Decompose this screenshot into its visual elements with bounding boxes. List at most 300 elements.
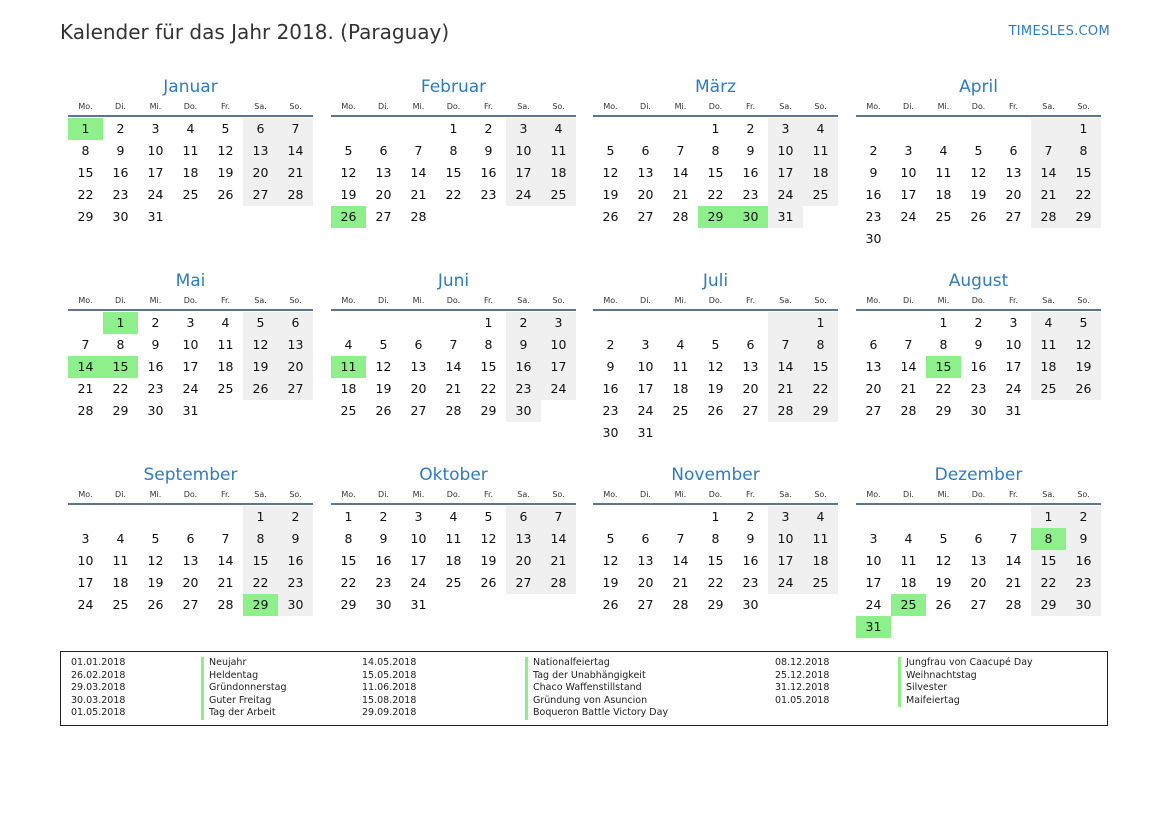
day-cell: 28 bbox=[1005, 597, 1022, 612]
weekday-label: Mo. bbox=[866, 296, 881, 305]
weekday-label: Mi. bbox=[674, 102, 687, 111]
month-juni bbox=[331, 266, 576, 447]
day-cell: 16 bbox=[1066, 550, 1101, 572]
day-cell: 30 bbox=[865, 231, 882, 246]
month-divider bbox=[856, 309, 1101, 311]
day-cell: 9 bbox=[484, 143, 493, 158]
day-cell: 24 bbox=[182, 381, 199, 396]
month-januar bbox=[68, 72, 313, 253]
weekday-label: Sa. bbox=[254, 490, 267, 499]
weekday-label: Do. bbox=[708, 490, 723, 499]
weekday-label: Sa. bbox=[779, 490, 792, 499]
day-cell: 13 bbox=[410, 359, 427, 374]
holiday-day-cell: 15 bbox=[926, 356, 961, 378]
day-cell: 14 bbox=[900, 359, 917, 374]
day-cell: 16 bbox=[147, 359, 164, 374]
month-divider bbox=[856, 503, 1101, 505]
day-cell: 29 bbox=[1066, 206, 1101, 228]
day-cell: 18 bbox=[935, 187, 952, 202]
day-cell: 15 bbox=[340, 553, 357, 568]
day-cell: 31 bbox=[182, 403, 199, 418]
day-cell: 15 bbox=[1031, 550, 1066, 572]
day-cell: 3 bbox=[869, 531, 878, 546]
weekday-label: Mo. bbox=[78, 490, 93, 499]
day-cell: 26 bbox=[217, 187, 234, 202]
day-cell: 24 bbox=[410, 575, 427, 590]
weekday-label: Mo. bbox=[603, 296, 618, 305]
month-name: Dezember bbox=[934, 465, 1023, 485]
day-cell: 8 bbox=[243, 528, 278, 550]
day-grid bbox=[68, 118, 313, 253]
weekday-header bbox=[331, 488, 576, 502]
weekday-label: Sa. bbox=[517, 490, 530, 499]
weekday-label: So. bbox=[289, 102, 302, 111]
day-cell: 19 bbox=[602, 575, 619, 590]
legend-holiday-name: Gründung von Asuncion bbox=[533, 694, 648, 706]
day-cell: 9 bbox=[606, 359, 615, 374]
day-cell: 22 bbox=[445, 187, 462, 202]
day-cell: 5 bbox=[1066, 312, 1101, 334]
day-cell: 24 bbox=[77, 597, 94, 612]
weekday-header bbox=[856, 100, 1101, 114]
day-grid bbox=[331, 312, 576, 447]
day-cell: 5 bbox=[939, 531, 948, 546]
day-grid bbox=[856, 312, 1101, 447]
day-cell: 16 bbox=[506, 356, 541, 378]
day-cell: 21 bbox=[541, 550, 576, 572]
day-cell: 24 bbox=[506, 184, 541, 206]
day-cell: 12 bbox=[1066, 334, 1101, 356]
month-name: November bbox=[671, 465, 760, 485]
legend-date: 30.03.2018 bbox=[71, 694, 126, 706]
weekday-label: Do. bbox=[708, 296, 723, 305]
day-cell: 12 bbox=[602, 553, 619, 568]
day-cell: 24 bbox=[768, 572, 803, 594]
weekday-label: Mo. bbox=[866, 102, 881, 111]
day-cell: 22 bbox=[803, 378, 838, 400]
day-grid bbox=[856, 506, 1101, 641]
day-cell: 17 bbox=[768, 162, 803, 184]
day-cell: 28 bbox=[1031, 206, 1066, 228]
weekday-label: Fr. bbox=[220, 490, 231, 499]
day-cell: 19 bbox=[480, 553, 497, 568]
day-cell: 7 bbox=[676, 531, 685, 546]
weekday-label: Do. bbox=[971, 490, 986, 499]
day-cell: 7 bbox=[81, 337, 90, 352]
legend-date: 14.05.2018 bbox=[362, 657, 417, 668]
month-divider bbox=[331, 309, 576, 311]
month-divider bbox=[331, 503, 576, 505]
day-cell: 27 bbox=[375, 209, 392, 224]
day-cell: 5 bbox=[243, 312, 278, 334]
weekday-label: Do. bbox=[446, 296, 461, 305]
day-cell: 16 bbox=[480, 165, 497, 180]
day-cell: 14 bbox=[410, 165, 427, 180]
weekday-header bbox=[68, 100, 313, 114]
weekend-blank-cell bbox=[768, 312, 803, 334]
day-cell: 6 bbox=[974, 531, 983, 546]
day-cell: 14 bbox=[541, 528, 576, 550]
month-oktober bbox=[331, 460, 576, 641]
day-cell: 5 bbox=[484, 509, 493, 524]
day-cell: 13 bbox=[1005, 165, 1022, 180]
day-cell: 19 bbox=[1066, 356, 1101, 378]
day-cell: 3 bbox=[414, 509, 423, 524]
day-cell: 3 bbox=[768, 506, 803, 528]
day-cell: 1 bbox=[803, 312, 838, 334]
month-mai bbox=[68, 266, 313, 447]
day-cell: 18 bbox=[217, 359, 234, 374]
day-cell: 6 bbox=[278, 312, 313, 334]
day-cell: 11 bbox=[541, 140, 576, 162]
weekday-label: Di. bbox=[640, 296, 651, 305]
day-cell: 7 bbox=[221, 531, 230, 546]
day-cell: 12 bbox=[147, 553, 164, 568]
day-cell: 15 bbox=[707, 165, 724, 180]
day-cell: 23 bbox=[742, 187, 759, 202]
day-cell: 13 bbox=[970, 553, 987, 568]
weekday-label: Di. bbox=[903, 490, 914, 499]
month-märz bbox=[593, 72, 838, 253]
day-cell: 26 bbox=[1066, 378, 1101, 400]
weekday-label: So. bbox=[552, 102, 565, 111]
holiday-day-cell: 26 bbox=[331, 206, 366, 228]
day-cell: 25 bbox=[1031, 378, 1066, 400]
day-cell: 23 bbox=[1066, 572, 1101, 594]
legend-date: 01.01.2018 bbox=[71, 657, 126, 668]
day-cell: 13 bbox=[506, 528, 541, 550]
day-cell: 9 bbox=[506, 334, 541, 356]
weekday-label: Mi. bbox=[149, 102, 162, 111]
weekday-header bbox=[331, 100, 576, 114]
day-cell: 18 bbox=[1031, 356, 1066, 378]
day-cell: 12 bbox=[480, 531, 497, 546]
weekday-label: Fr. bbox=[1008, 490, 1019, 499]
month-juli bbox=[593, 266, 838, 447]
day-cell: 25 bbox=[112, 597, 129, 612]
day-cell: 25 bbox=[803, 184, 838, 206]
day-cell: 18 bbox=[803, 162, 838, 184]
day-cell: 29 bbox=[340, 597, 357, 612]
day-cell: 22 bbox=[1066, 184, 1101, 206]
day-cell: 10 bbox=[182, 337, 199, 352]
weekday-label: Di. bbox=[640, 102, 651, 111]
day-cell: 8 bbox=[116, 337, 125, 352]
day-cell: 23 bbox=[278, 572, 313, 594]
day-cell: 2 bbox=[278, 506, 313, 528]
weekday-label: Mi. bbox=[937, 490, 950, 499]
day-cell: 12 bbox=[707, 359, 724, 374]
day-cell: 14 bbox=[217, 553, 234, 568]
legend-dates-column bbox=[71, 657, 125, 720]
day-cell: 3 bbox=[541, 312, 576, 334]
weekday-header bbox=[856, 488, 1101, 502]
day-cell: 7 bbox=[278, 118, 313, 140]
day-cell: 3 bbox=[506, 118, 541, 140]
weekday-label: Mi. bbox=[674, 296, 687, 305]
weekday-label: Sa. bbox=[254, 102, 267, 111]
month-divider bbox=[593, 115, 838, 117]
day-cell: 15 bbox=[77, 165, 94, 180]
month-name: Juli bbox=[702, 271, 729, 291]
day-cell: 13 bbox=[865, 359, 882, 374]
day-cell: 24 bbox=[865, 597, 882, 612]
day-cell: 8 bbox=[449, 143, 458, 158]
day-cell: 6 bbox=[641, 143, 650, 158]
weekday-label: Mo. bbox=[78, 296, 93, 305]
day-cell: 30 bbox=[970, 403, 987, 418]
month-dezember bbox=[856, 460, 1101, 641]
brand-link[interactable]: TIMESLES.COM bbox=[1008, 24, 1110, 39]
day-cell: 8 bbox=[81, 143, 90, 158]
weekday-label: Fr. bbox=[483, 102, 494, 111]
weekday-label: Mi. bbox=[674, 490, 687, 499]
month-name: Mai bbox=[175, 271, 206, 291]
legend-names-column bbox=[525, 657, 668, 720]
holiday-day-cell: 14 bbox=[68, 356, 103, 378]
weekday-header bbox=[68, 294, 313, 308]
month-name: Oktober bbox=[419, 465, 488, 485]
weekday-label: Di. bbox=[903, 102, 914, 111]
day-cell: 13 bbox=[637, 165, 654, 180]
day-cell: 14 bbox=[1031, 162, 1066, 184]
day-cell: 31 bbox=[637, 425, 654, 440]
month-name: August bbox=[948, 271, 1009, 291]
day-cell: 25 bbox=[672, 403, 689, 418]
day-cell: 1 bbox=[711, 509, 720, 524]
day-cell: 31 bbox=[768, 206, 803, 228]
day-cell: 2 bbox=[379, 509, 388, 524]
day-cell: 5 bbox=[711, 337, 720, 352]
legend-holiday-name: Gründonnerstag bbox=[209, 682, 287, 694]
day-cell: 28 bbox=[77, 403, 94, 418]
legend-date: 29.03.2018 bbox=[71, 682, 126, 694]
day-cell: 19 bbox=[707, 381, 724, 396]
day-cell: 14 bbox=[672, 553, 689, 568]
day-cell: 20 bbox=[637, 575, 654, 590]
weekday-header bbox=[68, 488, 313, 502]
day-cell: 17 bbox=[865, 575, 882, 590]
day-cell: 23 bbox=[970, 381, 987, 396]
month-februar bbox=[331, 72, 576, 253]
weekday-label: Di. bbox=[115, 296, 126, 305]
day-cell: 18 bbox=[445, 553, 462, 568]
day-cell: 31 bbox=[147, 209, 164, 224]
day-cell: 2 bbox=[746, 121, 755, 136]
day-cell: 1 bbox=[449, 121, 458, 136]
day-cell: 6 bbox=[869, 337, 878, 352]
weekday-label: Fr. bbox=[1008, 102, 1019, 111]
day-cell: 22 bbox=[1031, 572, 1066, 594]
day-cell: 3 bbox=[768, 118, 803, 140]
day-cell: 1 bbox=[939, 315, 948, 330]
day-cell: 28 bbox=[672, 209, 689, 224]
legend-holiday-name: Maifeiertag bbox=[906, 694, 960, 706]
day-cell: 10 bbox=[1005, 337, 1022, 352]
day-cell: 12 bbox=[217, 143, 234, 158]
day-cell: 24 bbox=[1005, 381, 1022, 396]
legend-holiday-name: Guter Freitag bbox=[209, 694, 272, 706]
weekday-label: Di. bbox=[378, 490, 389, 499]
day-cell: 29 bbox=[112, 403, 129, 418]
day-cell: 16 bbox=[865, 187, 882, 202]
day-cell: 16 bbox=[602, 381, 619, 396]
day-cell: 15 bbox=[707, 553, 724, 568]
holiday-day-cell: 30 bbox=[733, 206, 768, 228]
day-cell: 19 bbox=[217, 165, 234, 180]
legend-names-column bbox=[898, 657, 1033, 707]
day-cell: 26 bbox=[147, 597, 164, 612]
legend-holiday-name: Weihnachtstag bbox=[906, 669, 977, 681]
day-cell: 1 bbox=[484, 315, 493, 330]
day-cell: 27 bbox=[243, 184, 278, 206]
day-cell: 2 bbox=[869, 143, 878, 158]
day-cell: 4 bbox=[344, 337, 353, 352]
day-cell: 24 bbox=[637, 403, 654, 418]
legend-date: 26.02.2018 bbox=[71, 669, 126, 681]
legend-date: 15.05.2018 bbox=[362, 669, 417, 681]
day-cell: 6 bbox=[641, 531, 650, 546]
day-cell: 11 bbox=[803, 528, 838, 550]
weekday-label: Sa. bbox=[779, 296, 792, 305]
day-cell: 22 bbox=[112, 381, 129, 396]
day-cell: 31 bbox=[1005, 403, 1022, 418]
day-cell: 3 bbox=[186, 315, 195, 330]
day-cell: 20 bbox=[410, 381, 427, 396]
weekday-header bbox=[593, 294, 838, 308]
holiday-day-cell: 1 bbox=[68, 118, 103, 140]
day-cell: 10 bbox=[768, 140, 803, 162]
weekday-label: Sa. bbox=[517, 102, 530, 111]
day-cell: 7 bbox=[768, 334, 803, 356]
day-cell: 16 bbox=[112, 165, 129, 180]
day-cell: 16 bbox=[742, 165, 759, 180]
weekday-label: So. bbox=[814, 490, 827, 499]
day-cell: 13 bbox=[375, 165, 392, 180]
day-cell: 17 bbox=[768, 550, 803, 572]
day-cell: 20 bbox=[182, 575, 199, 590]
holiday-day-cell: 29 bbox=[698, 206, 733, 228]
day-cell: 4 bbox=[186, 121, 195, 136]
day-cell: 1 bbox=[1066, 118, 1101, 140]
day-cell: 6 bbox=[186, 531, 195, 546]
holiday-day-cell: 25 bbox=[891, 594, 926, 616]
day-cell: 7 bbox=[904, 337, 913, 352]
day-cell: 31 bbox=[410, 597, 427, 612]
month-divider bbox=[68, 115, 313, 117]
day-cell: 27 bbox=[278, 378, 313, 400]
day-cell: 26 bbox=[970, 209, 987, 224]
day-cell: 17 bbox=[506, 162, 541, 184]
weekday-label: So. bbox=[1077, 102, 1090, 111]
day-cell: 25 bbox=[803, 572, 838, 594]
day-cell: 26 bbox=[935, 597, 952, 612]
day-cell: 29 bbox=[77, 209, 94, 224]
weekday-label: Fr. bbox=[483, 490, 494, 499]
day-cell: 4 bbox=[541, 118, 576, 140]
weekday-label: Mo. bbox=[866, 490, 881, 499]
day-cell: 5 bbox=[606, 143, 615, 158]
legend-holiday-name: Heldentag bbox=[209, 669, 259, 681]
day-cell: 22 bbox=[340, 575, 357, 590]
day-cell: 23 bbox=[375, 575, 392, 590]
day-cell: 30 bbox=[278, 594, 313, 616]
weekday-label: Fr. bbox=[745, 102, 756, 111]
day-cell: 3 bbox=[1009, 315, 1018, 330]
day-cell: 21 bbox=[445, 381, 462, 396]
day-cell: 17 bbox=[410, 553, 427, 568]
weekday-label: So. bbox=[1077, 490, 1090, 499]
day-cell: 26 bbox=[243, 378, 278, 400]
day-cell: 20 bbox=[742, 381, 759, 396]
month-november bbox=[593, 460, 838, 641]
day-cell: 14 bbox=[278, 140, 313, 162]
day-cell: 14 bbox=[445, 359, 462, 374]
day-cell: 5 bbox=[974, 143, 983, 158]
day-cell: 7 bbox=[1009, 531, 1018, 546]
day-cell: 18 bbox=[340, 381, 357, 396]
day-cell: 17 bbox=[77, 575, 94, 590]
day-cell: 29 bbox=[803, 400, 838, 422]
day-cell: 20 bbox=[375, 187, 392, 202]
day-cell: 4 bbox=[803, 118, 838, 140]
day-cell: 25 bbox=[182, 187, 199, 202]
day-cell: 2 bbox=[606, 337, 615, 352]
day-cell: 10 bbox=[637, 359, 654, 374]
legend-holiday-name: Tag der Arbeit bbox=[209, 707, 276, 719]
weekday-label: Di. bbox=[640, 490, 651, 499]
day-grid bbox=[856, 118, 1101, 253]
day-cell: 19 bbox=[147, 575, 164, 590]
day-cell: 9 bbox=[746, 143, 755, 158]
weekday-label: Do. bbox=[183, 296, 198, 305]
day-cell: 1 bbox=[243, 506, 278, 528]
day-cell: 23 bbox=[480, 187, 497, 202]
month-name: Juni bbox=[437, 271, 470, 291]
day-cell: 8 bbox=[711, 531, 720, 546]
day-cell: 3 bbox=[81, 531, 90, 546]
month-divider bbox=[593, 309, 838, 311]
day-cell: 21 bbox=[410, 187, 427, 202]
day-cell: 25 bbox=[541, 184, 576, 206]
day-cell: 11 bbox=[803, 140, 838, 162]
weekday-label: Di. bbox=[378, 102, 389, 111]
weekday-label: Do. bbox=[708, 102, 723, 111]
day-cell: 20 bbox=[637, 187, 654, 202]
day-cell: 11 bbox=[900, 553, 917, 568]
day-cell: 16 bbox=[278, 550, 313, 572]
month-divider bbox=[331, 115, 576, 117]
day-grid bbox=[593, 506, 838, 641]
day-cell: 27 bbox=[742, 403, 759, 418]
weekday-label: Sa. bbox=[254, 296, 267, 305]
month-name: Februar bbox=[420, 77, 487, 97]
day-cell: 10 bbox=[768, 528, 803, 550]
day-cell: 11 bbox=[217, 337, 234, 352]
day-cell: 22 bbox=[243, 572, 278, 594]
day-cell: 4 bbox=[1031, 312, 1066, 334]
day-cell: 6 bbox=[414, 337, 423, 352]
day-cell: 30 bbox=[1066, 594, 1101, 616]
day-cell: 15 bbox=[445, 165, 462, 180]
day-cell: 13 bbox=[278, 334, 313, 356]
day-cell: 11 bbox=[1031, 334, 1066, 356]
day-cell: 14 bbox=[672, 165, 689, 180]
day-cell: 2 bbox=[1066, 506, 1101, 528]
day-cell: 29 bbox=[707, 597, 724, 612]
day-cell: 4 bbox=[904, 531, 913, 546]
day-cell: 6 bbox=[506, 506, 541, 528]
